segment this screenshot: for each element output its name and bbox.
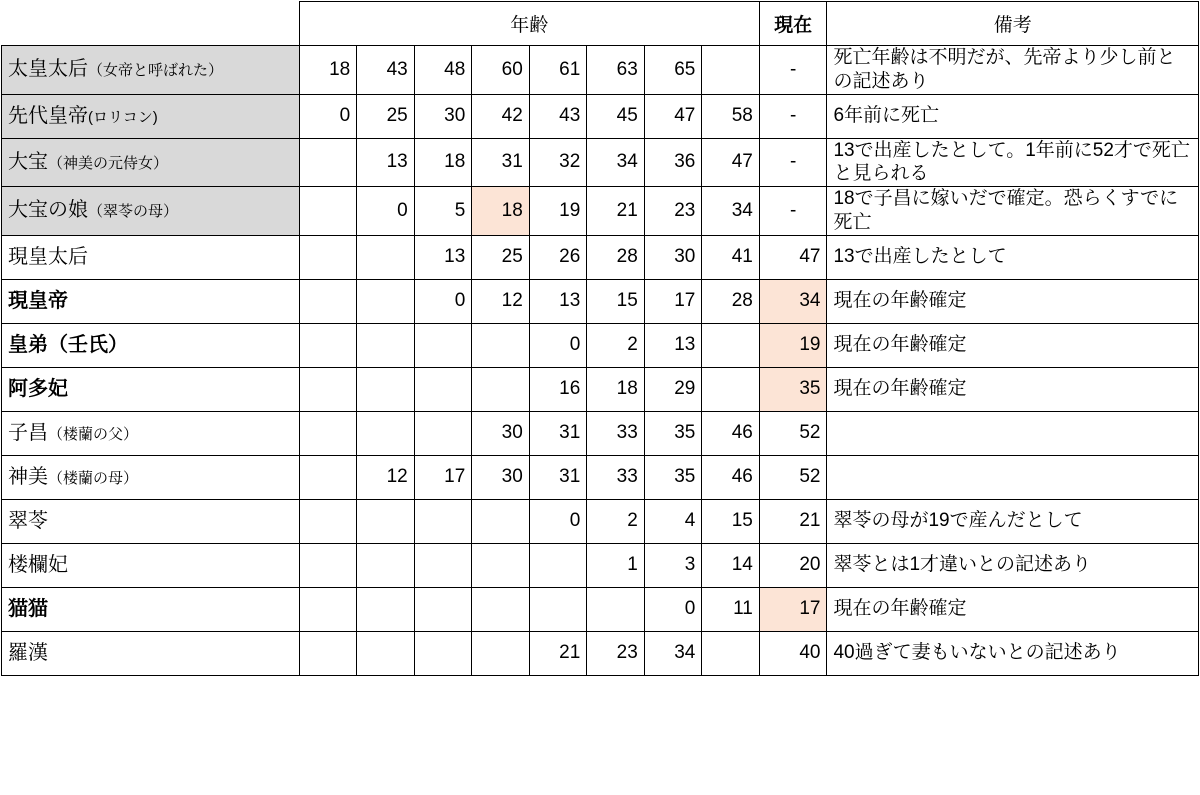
age-cell: 18 (472, 187, 530, 236)
age-cell: 23 (644, 187, 702, 236)
person-name-cell (2, 279, 300, 323)
age-cell (357, 323, 415, 367)
age-cell: 13 (414, 235, 472, 279)
person-name: 大宝 (8, 150, 48, 173)
age-cell: 31 (472, 138, 530, 187)
age-cell (702, 631, 760, 675)
person-name-note: （神美の元侍女） (48, 154, 169, 172)
note-cell: 現在の年齢確定 (827, 323, 1199, 367)
age-cell: 26 (529, 235, 587, 279)
age-table (1, 1, 1199, 676)
age-cell (472, 367, 530, 411)
person-name-cell (2, 499, 300, 543)
note-cell (827, 411, 1199, 455)
age-cell (299, 499, 357, 543)
age-cell: 32 (529, 138, 587, 187)
age-cell (472, 587, 530, 631)
age-cell: 19 (529, 187, 587, 236)
person-name-cell (2, 187, 300, 236)
age-cell: 30 (414, 94, 472, 138)
age-cell: 17 (414, 455, 472, 499)
person-name-note: （楼蘭の母） (48, 469, 139, 487)
age-cell (529, 543, 587, 587)
age-cell: 0 (357, 187, 415, 236)
age-cell: 11 (702, 587, 760, 631)
age-cell (414, 499, 472, 543)
age-cell: 58 (702, 94, 760, 138)
age-cell (414, 543, 472, 587)
age-cell: 13 (529, 279, 587, 323)
age-cell: 25 (357, 94, 415, 138)
person-name-cell (2, 411, 300, 455)
age-cell: 31 (529, 411, 587, 455)
age-cell: 34 (644, 631, 702, 675)
table-row (2, 499, 1199, 543)
note-cell: 現在の年齢確定 (827, 367, 1199, 411)
age-cell (414, 587, 472, 631)
age-cell: 33 (587, 455, 645, 499)
table-row (2, 94, 1199, 138)
age-cell (702, 46, 760, 95)
current-age-cell: - (759, 138, 827, 187)
age-cell (357, 279, 415, 323)
age-cell (299, 279, 357, 323)
age-cell: 60 (472, 46, 530, 95)
age-cell: 5 (414, 187, 472, 236)
age-cell: 43 (529, 94, 587, 138)
person-name-cell (2, 631, 300, 675)
table-row (2, 543, 1199, 587)
table-row (2, 455, 1199, 499)
age-cell: 46 (702, 411, 760, 455)
note-cell: 40過ぎて妻もいないとの記述あり (827, 631, 1199, 675)
table-row (2, 323, 1199, 367)
person-name: 現皇太后 (8, 245, 88, 268)
age-cell: 34 (702, 187, 760, 236)
note-cell: 翠苓の母が19で産んだとして (827, 499, 1199, 543)
note-cell: 6年前に死亡 (827, 94, 1199, 138)
table-row (2, 187, 1199, 236)
person-name-cell (2, 138, 300, 187)
person-name: 猫猫 (8, 597, 48, 620)
note-cell: 死亡年齢は不明だが、先帝より少し前との記述あり (827, 46, 1199, 95)
age-cell: 0 (529, 323, 587, 367)
table-row (2, 367, 1199, 411)
age-cell (587, 587, 645, 631)
age-cell (299, 587, 357, 631)
person-name-note: (ロリコン) (88, 108, 158, 126)
age-cell: 29 (644, 367, 702, 411)
person-name: 大宝の娘 (8, 199, 88, 222)
age-cell: 36 (644, 138, 702, 187)
age-cell (472, 499, 530, 543)
current-age-cell: 34 (759, 279, 827, 323)
header-name-blank (2, 2, 300, 46)
age-cell: 23 (587, 631, 645, 675)
age-cell: 16 (529, 367, 587, 411)
age-cell (357, 499, 415, 543)
age-cell (414, 367, 472, 411)
age-cell (299, 323, 357, 367)
age-cell (472, 543, 530, 587)
age-cell: 61 (529, 46, 587, 95)
age-cell: 30 (644, 235, 702, 279)
age-cell: 15 (587, 279, 645, 323)
note-cell: 13で出産したとして (827, 235, 1199, 279)
age-cell (357, 543, 415, 587)
age-cell: 63 (587, 46, 645, 95)
age-cell (299, 631, 357, 675)
person-name: 皇弟（壬氏） (8, 333, 128, 356)
age-cell: 30 (472, 411, 530, 455)
person-name-cell (2, 323, 300, 367)
age-cell: 2 (587, 323, 645, 367)
header-note: 備考 (827, 2, 1199, 46)
age-cell: 46 (702, 455, 760, 499)
table-row (2, 138, 1199, 187)
current-age-cell: 47 (759, 235, 827, 279)
person-name: 子昌 (8, 421, 48, 444)
table-row (2, 279, 1199, 323)
person-name-cell (2, 46, 300, 95)
current-age-cell: 40 (759, 631, 827, 675)
age-cell: 12 (472, 279, 530, 323)
table-row (2, 235, 1199, 279)
age-cell (414, 411, 472, 455)
person-name: 太皇太后 (8, 58, 88, 81)
age-cell (357, 411, 415, 455)
age-cell: 17 (644, 279, 702, 323)
age-cell: 45 (587, 94, 645, 138)
age-cell (414, 323, 472, 367)
age-cell: 31 (529, 455, 587, 499)
age-cell: 41 (702, 235, 760, 279)
current-age-cell: - (759, 187, 827, 236)
age-cell: 13 (644, 323, 702, 367)
table-row (2, 46, 1199, 95)
age-cell: 21 (587, 187, 645, 236)
age-cell: 35 (644, 455, 702, 499)
age-cell: 47 (644, 94, 702, 138)
person-name-cell (2, 367, 300, 411)
age-cell: 33 (587, 411, 645, 455)
note-cell (827, 455, 1199, 499)
age-cell: 3 (644, 543, 702, 587)
current-age-cell: - (759, 94, 827, 138)
age-cell (472, 631, 530, 675)
person-name: 阿多妃 (8, 377, 68, 400)
person-name-note: （女帝と呼ばれた） (88, 62, 224, 80)
table-row (2, 631, 1199, 675)
age-cell: 0 (644, 587, 702, 631)
age-cell: 12 (357, 455, 415, 499)
age-cell (299, 138, 357, 187)
current-age-cell: 52 (759, 411, 827, 455)
person-name: 先代皇帝 (8, 104, 88, 127)
age-cell (299, 235, 357, 279)
person-name-cell (2, 587, 300, 631)
table-header-row (2, 2, 1199, 46)
age-cell: 42 (472, 94, 530, 138)
age-cell: 34 (587, 138, 645, 187)
person-name: 現皇帝 (8, 289, 68, 312)
age-cell (357, 235, 415, 279)
table-row (2, 587, 1199, 631)
age-cell: 18 (414, 138, 472, 187)
age-cell: 18 (587, 367, 645, 411)
header-now: 現在 (759, 2, 827, 46)
person-name-note: （楼蘭の父） (48, 425, 139, 443)
spreadsheet-sheet (0, 1, 1200, 795)
age-cell (357, 631, 415, 675)
age-cell: 28 (587, 235, 645, 279)
age-cell: 28 (702, 279, 760, 323)
age-cell (529, 587, 587, 631)
age-cell: 47 (702, 138, 760, 187)
age-cell (414, 631, 472, 675)
header-age: 年齢 (299, 2, 759, 46)
age-cell: 14 (702, 543, 760, 587)
note-cell: 現在の年齢確定 (827, 587, 1199, 631)
age-cell (299, 543, 357, 587)
age-cell: 0 (299, 94, 357, 138)
age-cell: 21 (529, 631, 587, 675)
age-cell: 48 (414, 46, 472, 95)
current-age-cell: 21 (759, 499, 827, 543)
person-name-cell (2, 235, 300, 279)
age-cell: 25 (472, 235, 530, 279)
note-cell: 現在の年齢確定 (827, 279, 1199, 323)
age-cell: 2 (587, 499, 645, 543)
age-cell (702, 323, 760, 367)
current-age-cell: 35 (759, 367, 827, 411)
person-name-cell (2, 543, 300, 587)
age-cell (299, 411, 357, 455)
age-cell (299, 455, 357, 499)
age-cell: 65 (644, 46, 702, 95)
person-name-note: （翠苓の母） (88, 203, 179, 221)
age-cell (299, 367, 357, 411)
table-row (2, 411, 1199, 455)
current-age-cell: 19 (759, 323, 827, 367)
person-name: 神美 (8, 465, 48, 488)
note-cell: 翠苓とは1才違いとの記述あり (827, 543, 1199, 587)
person-name-cell (2, 94, 300, 138)
note-cell: 13で出産したとして。1年前に52才で死亡と見られる (827, 138, 1199, 187)
age-cell: 1 (587, 543, 645, 587)
age-cell (472, 323, 530, 367)
current-age-cell: - (759, 46, 827, 95)
note-cell: 18で子昌に嫁いだで確定。恐らくすでに死亡 (827, 187, 1199, 236)
person-name: 翠苓 (8, 509, 48, 532)
age-cell (299, 187, 357, 236)
age-cell (357, 367, 415, 411)
age-cell: 0 (529, 499, 587, 543)
person-name: 楼欄妃 (8, 553, 68, 576)
age-cell (702, 367, 760, 411)
age-cell: 43 (357, 46, 415, 95)
person-name-cell (2, 455, 300, 499)
age-cell: 35 (644, 411, 702, 455)
person-name: 羅漢 (8, 641, 48, 664)
current-age-cell: 52 (759, 455, 827, 499)
age-cell: 4 (644, 499, 702, 543)
current-age-cell: 20 (759, 543, 827, 587)
age-cell: 18 (299, 46, 357, 95)
age-cell: 30 (472, 455, 530, 499)
current-age-cell: 17 (759, 587, 827, 631)
age-cell: 13 (357, 138, 415, 187)
age-cell (357, 587, 415, 631)
age-cell: 0 (414, 279, 472, 323)
age-cell: 15 (702, 499, 760, 543)
